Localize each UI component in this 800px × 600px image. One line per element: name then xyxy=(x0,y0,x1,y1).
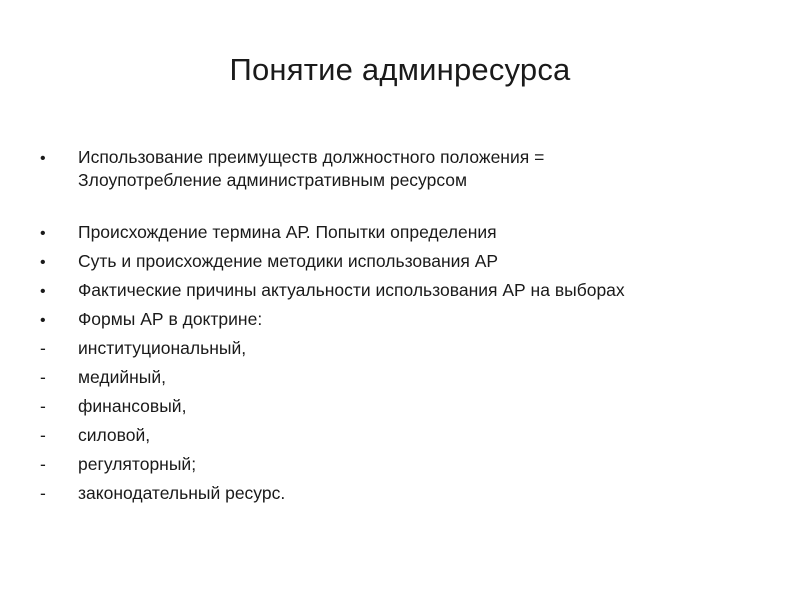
bullet-marker xyxy=(40,308,60,332)
list-item xyxy=(40,337,760,360)
list-item-text: законодательный ресурс. xyxy=(78,483,286,503)
dash-marker xyxy=(40,366,60,389)
list-item xyxy=(40,146,760,192)
list-item xyxy=(40,308,760,331)
list-item-text: Фактические причины актуальности использования АР на выборах xyxy=(78,280,625,300)
list-item xyxy=(40,366,760,389)
list-item-text: Происхождение термина АР. Попытки определения xyxy=(78,222,497,242)
list-item-text: медийный, xyxy=(78,367,167,387)
list-item-text: Злоупотребление административным ресурсом xyxy=(78,170,468,190)
list-item-text: институциональный, xyxy=(78,338,247,358)
bullet-marker xyxy=(40,146,60,170)
list-item xyxy=(40,453,760,476)
slide-title: Понятие админресурса xyxy=(229,52,571,87)
dash-marker xyxy=(40,337,60,360)
list-item-text: силовой, xyxy=(78,425,151,445)
list-item-text: Формы АР в доктрине: xyxy=(78,309,263,329)
list-item-text: финансовый, xyxy=(78,396,187,416)
bullet-marker xyxy=(40,279,60,303)
bullet-list xyxy=(40,146,760,511)
list-item xyxy=(40,221,760,244)
list-item-text: регуляторный; xyxy=(78,454,197,474)
list-item-text: Суть и происхождение методики использования АР xyxy=(78,251,499,271)
dash-marker xyxy=(40,424,60,447)
dash-marker xyxy=(40,395,60,418)
bullet-marker xyxy=(40,221,60,245)
list-item-text: Использование преимуществ должностного положения = xyxy=(78,147,545,167)
list-item xyxy=(40,250,760,273)
dash-marker xyxy=(40,482,60,505)
list-item xyxy=(40,482,760,505)
list-item xyxy=(40,424,760,447)
dash-marker xyxy=(40,453,60,476)
bullet-marker xyxy=(40,250,60,274)
list-item xyxy=(40,395,760,418)
list-item xyxy=(40,279,760,302)
